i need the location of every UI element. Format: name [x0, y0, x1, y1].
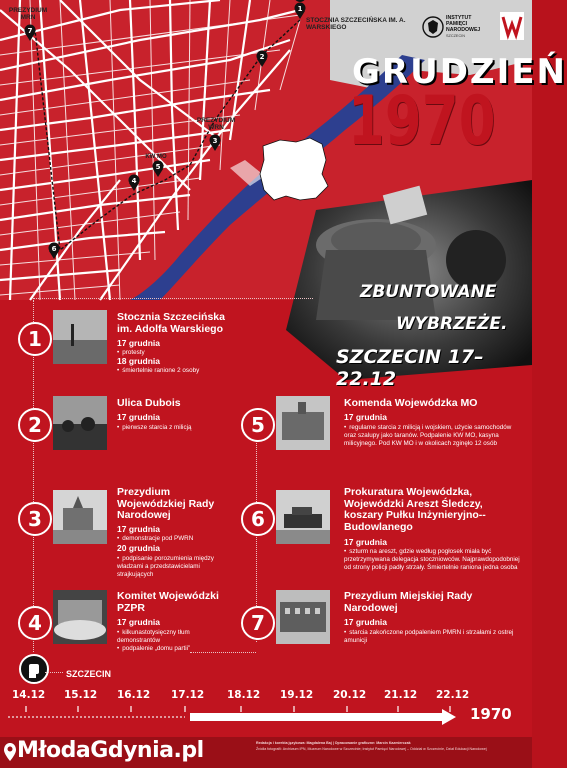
subtitle-line3: SZCZECIN 17–22.12: [336, 346, 484, 390]
pin-label-1: STOCZNIA SZCZECIŃSKA IM. A. WARSKIEGO: [306, 17, 406, 31]
event-3-bullet: • podpisanie porozumienia między władzami a przedstawicielami strajkujących: [117, 555, 237, 579]
w-logo-icon: [500, 12, 524, 40]
event-4-date1: 17 grudnia: [117, 617, 160, 627]
title-year: 1970: [348, 82, 496, 161]
pin-label-5: KW MO: [145, 154, 167, 160]
pin-label-7: PREZYDIUM MRN: [8, 7, 48, 21]
timeline-date: 20.12: [333, 689, 367, 701]
svg-text:2: 2: [259, 53, 265, 61]
event-5-date1: 17 grudnia: [344, 412, 387, 422]
event-3-bullet: • demonstracje pod PWRN: [117, 535, 193, 543]
event-7-number: 7: [241, 606, 275, 640]
timeline-date: 14.12: [12, 689, 46, 701]
event-6-photo: [276, 490, 330, 544]
event-6-bullet: • szturm na areszt, gdzie według pogłosek miała być przetrzymywana delegacja stoczniowców. Najprawdopodobniej od strony policji padły strzały. Śmiertelnie raniona jedna osoba: [344, 548, 524, 572]
event-2-title: Ulica Dubois: [117, 397, 181, 409]
event-2-bullet: • pierwsze starcia z milicją: [117, 424, 192, 432]
ipn-emblem-icon: [422, 16, 444, 38]
svg-text:5: 5: [155, 163, 161, 171]
event-1-date1: 17 grudnia: [117, 338, 160, 348]
event-2-number: 2: [18, 408, 52, 442]
event-4-bullet: • podpalenie „domu partii”: [117, 645, 190, 653]
event-5-photo: [276, 396, 330, 450]
timeline-date: 19.12: [280, 689, 314, 701]
title-month: GRUDZIEŃ: [352, 52, 567, 92]
ipn-logo: [422, 14, 492, 40]
timeline-date: 21.12: [384, 689, 418, 701]
event-4-number: 4: [18, 606, 52, 640]
footer-sources: Źródła fotografii: Archiwum IPN, Muzeum Narodowe w Szczecinie; Instytut Pamięci Narodowej – Oddział w Szczecinie, Dział Edukacji Narodowej: [256, 747, 487, 751]
timeline-connector: [45, 672, 63, 673]
site-logo-icon: [4, 743, 16, 761]
event-1-bullet: • protesty: [117, 349, 145, 357]
subtitle-line1: ZBUNTOWANE: [360, 282, 497, 302]
timeline-connector: [190, 652, 256, 653]
event-1-date2: 18 grudnia: [117, 356, 160, 366]
subtitle-line2: WYBRZEŻE.: [396, 314, 508, 334]
event-4-photo: [53, 590, 107, 644]
event-1-photo: [53, 310, 107, 364]
event-2-date1: 17 grudnia: [117, 412, 160, 422]
event-5-number: 5: [241, 408, 275, 442]
fist-icon: [19, 654, 49, 684]
ipn-name: INSTYTUT PAMIĘCI NARODOWEJ: [446, 15, 481, 33]
ipn-branch: SZCZECIN: [446, 34, 465, 38]
svg-text:6: 6: [51, 245, 57, 253]
event-3-date2: 20 grudnia: [117, 543, 160, 553]
svg-text:4: 4: [131, 177, 137, 185]
event-3-number: 3: [18, 502, 52, 536]
timeline-city: SZCZECIN: [66, 669, 111, 679]
event-1-bullet: • śmiertelnie ranione 2 osoby: [117, 367, 199, 375]
event-3-title: Prezydium Wojewódzkiej Rady Narodowej: [117, 486, 215, 522]
event-1-title: Stocznia Szczecińska im. Adolfa Warskiego: [117, 311, 225, 335]
timeline-date: 15.12: [64, 689, 98, 701]
timeline-connector: [33, 298, 313, 299]
footer-credits: Redakcja i korekta językowa: Magdalena Baj | Opracowanie graficzne: Marcin Kazmierczak: [256, 741, 411, 745]
timeline-date: 22.12: [436, 689, 470, 701]
event-7-photo: [276, 590, 330, 644]
event-6-number: 6: [241, 502, 275, 536]
timeline-date: 16.12: [117, 689, 151, 701]
event-4-bullet: • kilkunastotysięczny tłum demonstrantów: [117, 629, 227, 645]
svg-text:3: 3: [212, 137, 218, 145]
event-6-title: Prokuratura Wojewódzka, Wojewódzki Areszt Śledczy, koszary Pułku Inżynieryjno--Budowlanego: [344, 486, 486, 533]
event-7-date1: 17 grudnia: [344, 617, 387, 627]
timeline-date: 17.12: [171, 689, 205, 701]
event-3-photo: [53, 490, 107, 544]
pin-label-3: PREZYDIUM WRN: [196, 117, 236, 131]
event-4-title: Komitet Wojewódzki PZPR: [117, 590, 219, 614]
event-3-date1: 17 grudnia: [117, 524, 160, 534]
event-7-title: Prezydium Miejskiej Rady Narodowej: [344, 590, 473, 614]
timeline-axis: [0, 700, 532, 730]
event-7-bullet: • starcia zakończone podpaleniem PMRN i strzałami z ostrej amunicji: [344, 629, 524, 645]
event-5-bullet: • regularne starcia z milicją i wojskiem, użycie samochodów oraz szalupy jako taranów. Podpalenie KW MO, kasyna milicyjnego. Pod KW MO i w okolicach zginęło 12 osób: [344, 424, 524, 448]
event-6-date1: 17 grudnia: [344, 537, 387, 547]
event-2-photo: [53, 396, 107, 450]
timeline-year: 1970: [470, 705, 512, 723]
timeline-date: 18.12: [227, 689, 261, 701]
event-1-number: 1: [18, 322, 52, 356]
svg-text:7: 7: [27, 27, 33, 35]
svg-text:1: 1: [297, 5, 303, 13]
site-logo[interactable]: MłodaGdynia.pl: [17, 738, 204, 763]
event-5-title: Komenda Wojewódzka MO: [344, 397, 478, 409]
